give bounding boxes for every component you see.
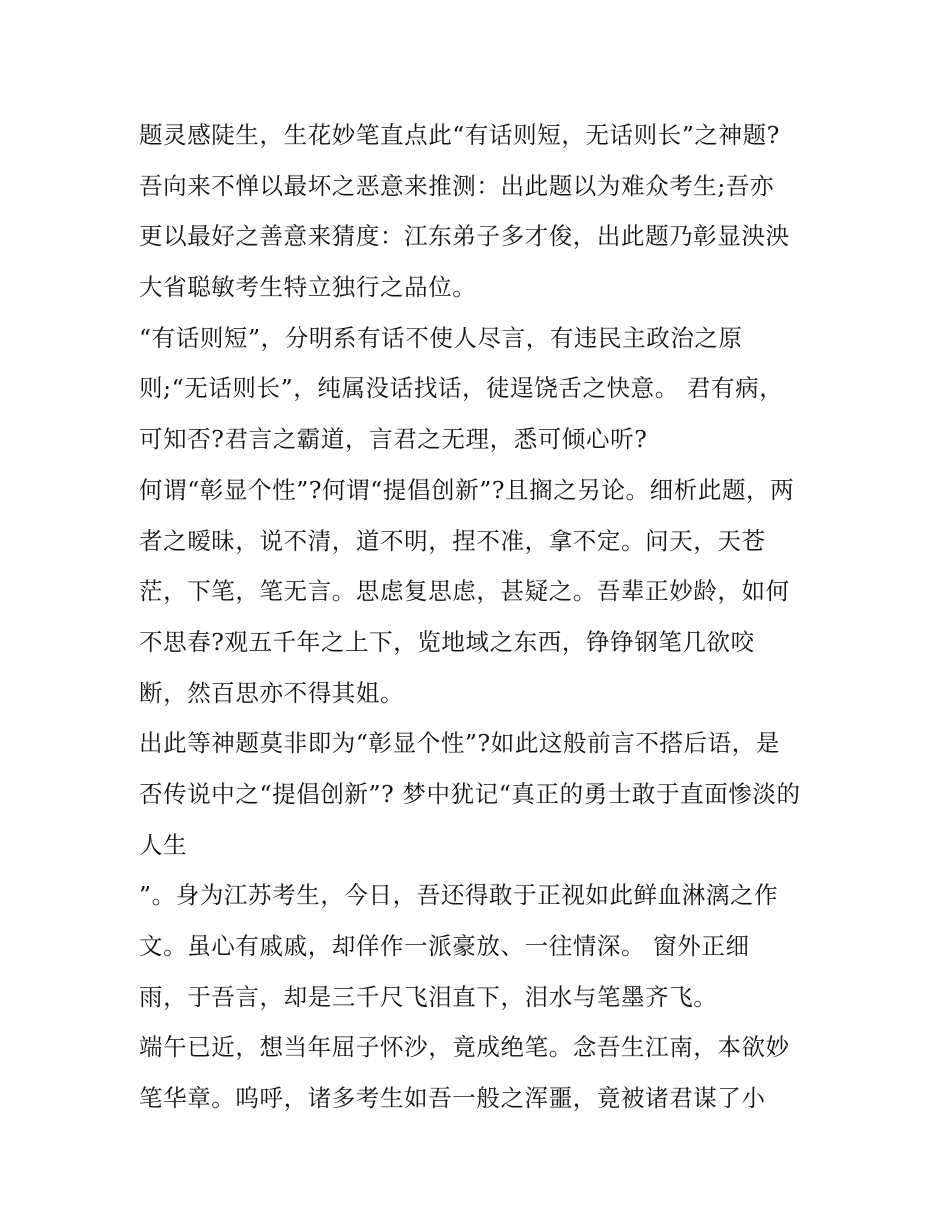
text-line: 文。虽心有戚戚，却佯作一派豪放、一往情深。 窗外正细 <box>139 932 750 960</box>
text-line: 端午已近，想当年屈子怀沙，竟成绝笔。念吾生江南，本欲妙 <box>139 1033 790 1062</box>
text-line: 者之暧昧，说不清，道不明，捏不准，拿不定。问天，天苍 <box>139 526 766 555</box>
text-line: ”。身为江苏考生，今日，吾还得敢于正视如此鲜血淋漓之作 <box>139 881 779 910</box>
text-line: 雨，于吾言，却是三千尺飞泪直下，泪水与笔墨齐飞。 <box>139 982 718 1011</box>
text-line: 可知否?君言之霸道，言君之无理，悉可倾心听? <box>139 425 648 454</box>
text-line: 出此等神题莫非即为“彰显个性”?如此这般前言不搭后语，是 <box>139 729 780 758</box>
text-line: 否传说中之“提倡创新”? 梦中犹记“真正的勇士敢于直面惨淡的 <box>139 779 801 808</box>
text-line: 不思春?观五千年之上下，览地域之东西，铮铮钢笔几欲咬 <box>139 627 755 656</box>
text-line: 吾向来不惮以最坏之恶意来推测：出此题以为难众考生;吾亦 <box>139 171 775 200</box>
text-line: 则;“无话则长”，纯属没话找话，徒逞饶舌之快意。 君有病， <box>139 374 784 403</box>
text-line: 茫，下笔，笔无言。思虑复思虑，甚疑之。吾辈正妙龄，如何 <box>139 577 790 606</box>
text-line: 更以最好之善意来猜度：江东弟子多才俊，出此题乃彰显泱泱 <box>139 222 790 251</box>
text-line: 断，然百思亦不得其姐。 <box>139 678 405 707</box>
document-body <box>139 110 819 1124</box>
text-line: 人生 <box>139 830 188 859</box>
text-line: 大省聪敏考生特立独行之品位。 <box>139 273 477 302</box>
text-line: 笔华章。呜呼，诸多考生如吾一般之浑噩，竟被诸君谋了小 <box>139 1084 766 1113</box>
text-line: 何谓“彰显个性”?何谓“提倡创新”?且搁之另论。细析此题，两 <box>139 475 795 504</box>
text-line: “有话则短”，分明系有话不使人尽言，有违民主政治之原 <box>139 323 743 352</box>
text-line: 题灵感陡生，生花妙笔直点此“有话则短，无话则长”之神题? <box>139 121 780 149</box>
